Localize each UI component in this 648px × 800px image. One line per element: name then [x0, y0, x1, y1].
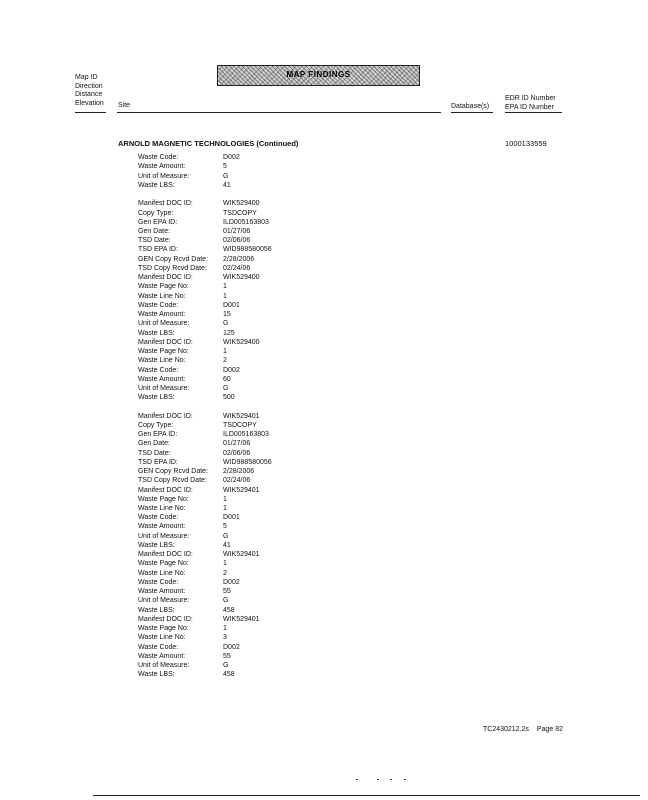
record-field-value: 41: [223, 181, 231, 189]
record-field-value: WID988580056: [223, 246, 272, 254]
scan-speck: [377, 779, 379, 780]
site-name-heading: [118, 140, 298, 148]
record-field-value: WIK529400: [223, 200, 260, 208]
record-row: [138, 181, 338, 190]
record-field-value: G: [223, 172, 229, 180]
record-field-value: 01/27/06: [223, 440, 251, 448]
record-field-label: Gen Date:: [138, 440, 170, 448]
record-field-label: Manifest DOC ID:: [138, 338, 193, 346]
record-row: [138, 633, 338, 642]
record-field-label: Waste Amount:: [138, 375, 186, 383]
record-field-value: G: [223, 320, 229, 328]
record-field-label: Waste Amount:: [138, 311, 186, 319]
record-field-label: Copy Type:: [138, 421, 174, 429]
record-field-label: Manifest DOC ID:: [138, 274, 193, 282]
record-field-label: TSD Date:: [138, 237, 171, 245]
record-row: [138, 513, 338, 522]
record-field-label: Waste Line No:: [138, 292, 186, 300]
elevation-label: Elevation: [75, 99, 104, 107]
record-field-label: Gen EPA ID:: [138, 218, 178, 226]
record-field-label: Waste Page No:: [138, 495, 189, 503]
record-field-value: 5: [223, 163, 227, 171]
record-field-value: 500: [223, 394, 235, 402]
manifest-records: [138, 153, 338, 679]
record-row: [138, 596, 338, 605]
record-row: [138, 347, 338, 356]
record-row: [138, 670, 338, 679]
map-findings-banner: [217, 65, 420, 86]
record-field-value: G: [223, 384, 229, 392]
record-field-value: D002: [223, 643, 240, 651]
record-field-label: Waste Code:: [138, 514, 179, 522]
record-field-value: 1: [223, 292, 227, 300]
record-field-label: Manifest DOC ID:: [138, 412, 193, 420]
record-field-value: 55: [223, 588, 231, 596]
record-row: [138, 208, 338, 217]
record-field-label: Gen Date:: [138, 227, 170, 235]
record-field-value: 2: [223, 569, 227, 577]
record-field-value: WID988580056: [223, 458, 272, 466]
record-row: [138, 652, 338, 661]
record-field-label: Unit of Measure:: [138, 320, 190, 328]
record-row: [138, 319, 338, 328]
record-field-label: TSD Copy Rcvd Date:: [138, 477, 207, 485]
record-field-value: 1: [223, 505, 227, 513]
record-row: [138, 273, 338, 282]
document-id: TC2430212.2s: [482, 726, 529, 733]
record-field-label: Waste LBS:: [138, 606, 175, 614]
record-field-label: Waste Code:: [138, 301, 179, 309]
record-row: [138, 264, 338, 273]
edr-id-number-label: EDR ID Number: [505, 95, 556, 102]
record-field-value: 1: [223, 348, 227, 356]
record-row: [138, 449, 338, 458]
header-rule-db: [451, 112, 493, 113]
record-field-value: WIK529401: [223, 486, 260, 494]
record-row: [138, 245, 338, 254]
record-row: [138, 458, 338, 467]
site-label: Site: [118, 102, 131, 109]
record-field-label: Unit of Measure:: [138, 532, 190, 540]
record-row: [138, 522, 338, 531]
edr-labels: [505, 94, 556, 112]
record-row: [138, 365, 338, 374]
record-row: [138, 587, 338, 596]
record-field-value: 2: [223, 357, 227, 365]
record-row: [138, 467, 338, 476]
record-gap: [138, 190, 338, 199]
record-row: [138, 504, 338, 513]
record-field-label: Waste LBS:: [138, 541, 175, 549]
record-field-value: D001: [223, 301, 240, 309]
distance-label: Distance: [75, 91, 103, 98]
record-field-label: Copy Type:: [138, 209, 174, 217]
record-row: [138, 421, 338, 430]
record-field-value: G: [223, 662, 229, 669]
record-field-value: 458: [223, 671, 235, 679]
map-id-label: Map ID: [75, 74, 98, 81]
record-field-value: ILD005163803: [223, 218, 269, 226]
record-row: [138, 605, 338, 614]
record-field-label: Waste LBS:: [138, 329, 175, 337]
record-row: [138, 430, 338, 439]
record-row: [138, 495, 338, 504]
record-row: [138, 255, 338, 264]
record-field-value: 1: [223, 283, 227, 291]
record-row: [138, 412, 338, 421]
record-row: [138, 236, 338, 245]
record-field-value: 458: [223, 606, 235, 614]
record-row: [138, 642, 338, 651]
page-number: Page 82: [536, 726, 563, 733]
record-field-label: Waste Amount:: [138, 523, 186, 531]
record-field-value: 41: [223, 541, 231, 549]
page-bottom-rule: [93, 795, 640, 796]
record-field-label: Manifest DOC ID:: [138, 486, 193, 494]
record-row: [138, 162, 338, 171]
record-field-value: D002: [223, 578, 240, 586]
record-row: [138, 282, 338, 291]
record-row: [138, 375, 338, 384]
record-field-value: 3: [223, 634, 227, 642]
record-field-label: GEN Copy Rcvd Date:: [138, 468, 209, 476]
record-field-label: Waste Page No:: [138, 283, 189, 291]
record-field-value: 2/28/2006: [223, 255, 255, 263]
record-gap: [138, 402, 338, 411]
record-field-value: 2/28/2006: [223, 468, 255, 476]
record-field-label: Waste Line No:: [138, 634, 186, 642]
record-row: [138, 615, 338, 624]
record-field-label: Waste Line No:: [138, 569, 186, 577]
record-field-value: TSDCOPY: [223, 421, 257, 429]
record-field-value: 1: [223, 560, 227, 568]
record-field-value: 1: [223, 495, 227, 503]
record-row: [138, 292, 338, 301]
record-field-label: Unit of Measure:: [138, 172, 190, 180]
record-field-label: Waste Code:: [138, 578, 179, 586]
record-field-label: TSD Copy Rcvd Date:: [138, 264, 207, 272]
record-field-value: WIK529401: [223, 615, 260, 623]
record-row: [138, 356, 338, 365]
record-row: [138, 485, 338, 494]
record-row: [138, 338, 338, 347]
record-field-label: Waste Amount:: [138, 588, 186, 596]
record-field-label: Gen EPA ID:: [138, 431, 178, 439]
record-field-label: Waste LBS:: [138, 671, 175, 679]
record-field-value: 5: [223, 523, 227, 531]
record-field-label: Waste Line No:: [138, 357, 186, 365]
record-row: [138, 301, 338, 310]
record-field-label: Unit of Measure:: [138, 662, 190, 669]
record-field-label: Manifest DOC ID:: [138, 551, 193, 559]
record-field-value: 02/06/06: [223, 237, 251, 245]
record-row: [138, 578, 338, 587]
record-field-value: 60: [223, 375, 231, 383]
record-field-label: Waste Page No:: [138, 348, 189, 356]
record-field-label: Unit of Measure:: [138, 384, 190, 392]
record-field-value: WIK529401: [223, 551, 260, 559]
scan-speck: [356, 779, 358, 780]
epa-id-number-label: EPA ID Number: [505, 104, 554, 111]
record-row: [138, 384, 338, 393]
record-row: [138, 310, 338, 319]
header-left-labels: [75, 74, 104, 108]
header-rule-edr: [505, 112, 562, 113]
record-row: [138, 476, 338, 485]
record-field-label: Waste Code:: [138, 366, 179, 374]
record-field-value: 02/24/06: [223, 477, 251, 485]
record-field-value: 02/06/06: [223, 449, 251, 457]
record-field-value: WIK529400: [223, 274, 260, 282]
record-row: [138, 328, 338, 337]
record-field-value: TSDCOPY: [223, 209, 257, 217]
scan-speck: [390, 779, 392, 780]
record-row: [138, 559, 338, 568]
record-field-value: 15: [223, 311, 231, 319]
record-row: [138, 393, 338, 402]
site-name: ARNOLD MAGNETIC TECHNOLOGIES: [118, 139, 255, 148]
database-label: Database(s): [451, 103, 490, 110]
record-row: [138, 624, 338, 633]
record-field-label: Manifest DOC ID:: [138, 200, 193, 208]
record-field-label: TSD Date:: [138, 449, 171, 457]
record-field-label: Waste LBS:: [138, 181, 175, 189]
record-field-value: ILD005163803: [223, 431, 269, 439]
record-row: [138, 199, 338, 208]
record-row: [138, 227, 338, 236]
edr-id-value: 1000133559: [505, 139, 547, 148]
record-row: [138, 550, 338, 559]
record-field-value: G: [223, 597, 229, 605]
record-field-label: Waste Code:: [138, 643, 179, 651]
banner-title: MAP FINDINGS: [286, 70, 351, 79]
record-field-label: Waste LBS:: [138, 394, 175, 402]
record-row: [138, 439, 338, 448]
record-row: [138, 532, 338, 541]
record-field-label: Manifest DOC ID:: [138, 615, 193, 623]
record-field-value: 55: [223, 652, 231, 660]
record-field-value: D002: [223, 154, 240, 162]
record-field-value: 1: [223, 625, 227, 633]
record-field-label: TSD EPA ID:: [138, 458, 178, 466]
record-field-label: Waste Amount:: [138, 163, 186, 171]
page-footer: [483, 726, 563, 733]
record-field-value: WIK529400: [223, 338, 260, 346]
record-row: [138, 171, 338, 180]
record-field-value: 02/24/06: [223, 264, 251, 272]
record-row: [138, 661, 338, 670]
record-field-value: D001: [223, 514, 240, 522]
continued-label: (Continued): [256, 139, 299, 148]
record-field-value: G: [223, 532, 229, 540]
header-rule-site: [117, 112, 441, 113]
record-field-value: D002: [223, 366, 240, 374]
record-field-label: Waste Page No:: [138, 560, 189, 568]
record-row: [138, 541, 338, 550]
record-row: [138, 218, 338, 227]
record-field-label: Waste Line No:: [138, 505, 186, 513]
record-row: [138, 569, 338, 578]
record-field-value: 01/27/06: [223, 227, 251, 235]
record-field-value: 125: [223, 329, 235, 337]
record-field-label: GEN Copy Rcvd Date:: [138, 255, 209, 263]
record-field-label: TSD EPA ID:: [138, 246, 178, 254]
record-field-label: Waste Page No:: [138, 625, 189, 633]
record-field-label: Waste Code:: [138, 154, 179, 162]
record-field-value: WIK529401: [223, 412, 260, 420]
record-field-label: Unit of Measure:: [138, 597, 190, 605]
header-rule-left: [75, 112, 106, 113]
scan-speck: [404, 779, 406, 780]
record-field-label: Waste Amount:: [138, 652, 186, 660]
direction-label: Direction: [75, 82, 103, 90]
record-row: [138, 153, 338, 162]
